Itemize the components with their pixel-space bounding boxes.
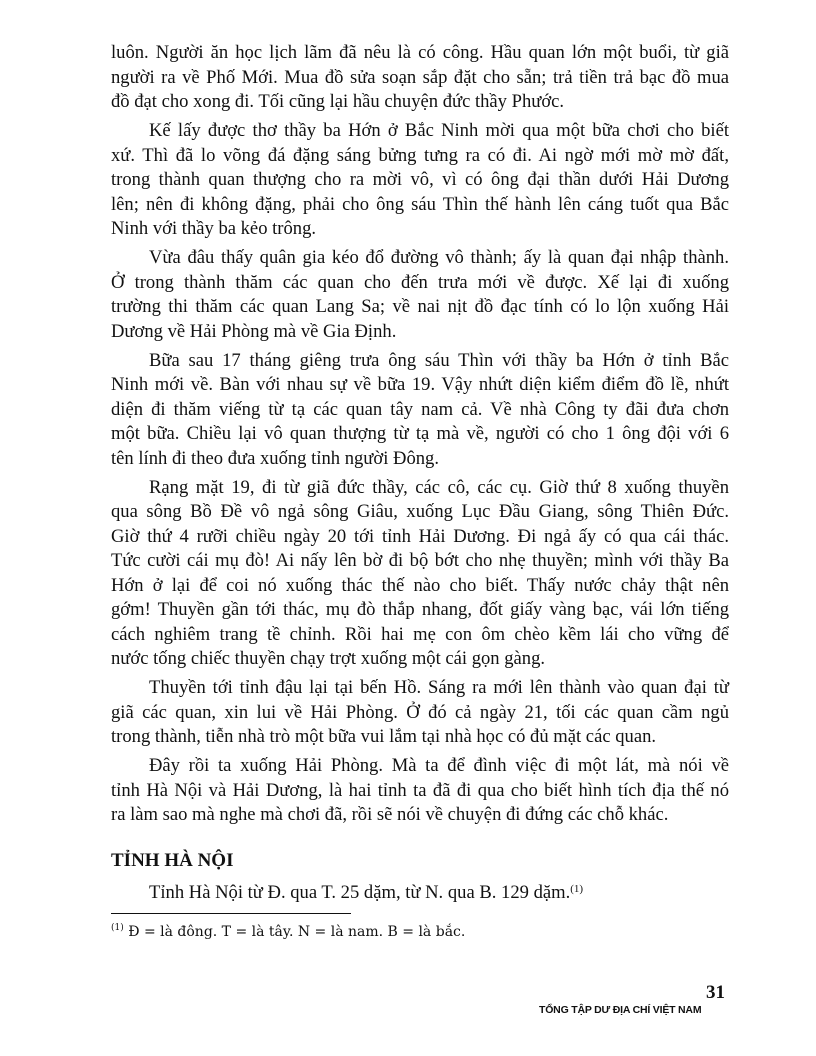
text-line: giã các quan, xin lui về Hải Phòng. Ở đó cả ngày 21, tối các quan cầm ngủ xyxy=(111,701,729,723)
text-line: Rạng mặt 19, đi từ giã đức thầy, các cô, các cụ. Giờ thứ 8 xuống thuyền xyxy=(149,476,729,498)
section-text: Tỉnh Hà Nội từ Đ. qua T. 25 dặm, từ N. qua B. 129 dặm. xyxy=(149,881,571,903)
text-line: ra làm sao mà nghe mà chơi đã, rồi sẽ nói về chuyện đi đứng các chỗ khác. xyxy=(111,804,669,825)
footnote-divider xyxy=(111,913,351,914)
text-line: nước tống chiếc thuyền chạy trợt xuống một cái gọn gàng. xyxy=(111,648,546,669)
running-footer: TỔNG TẬP DƯ ĐỊA CHÍ VIỆT NAM xyxy=(539,1004,702,1016)
text-line: Hớn ở lại để coi nó xuống thác thế nào cho biết. Thấy nước chảy thật nên xyxy=(111,574,729,596)
text-line: xứ. Thì đã lo võng đá đặng sáng bửng tưng ra có đi. Ai ngờ mới mờ mờ đất, xyxy=(111,144,729,166)
text-line: Kế lấy được thơ thầy ba Hớn ở Bắc Ninh mời qua một bữa chơi cho biết xyxy=(149,120,729,141)
paragraph xyxy=(111,41,729,115)
text-line: một bữa. Chiều lại vô quan thượng từ tạ mà về, người có cho 1 ông đội với 6 xyxy=(111,423,729,444)
text-line: trường thi thăm các quan Lang Sa; về nai nịt đồ đạc tính có lo lộn xuống Hải xyxy=(111,296,729,317)
text-line: Ninh mới về. Bàn với nhau sự về bữa 19. Vậy nhứt diện kiểm điểm đồ lề, nhứt xyxy=(111,374,729,395)
footnote-ref: (1) xyxy=(570,882,584,895)
footnote xyxy=(111,924,465,940)
text-line: Ninh với thầy ba kẻo trông. xyxy=(111,218,317,239)
text-line: qua sông Bồ Đề vô ngả sông Giâu, xuống Lục Đầu Giang, sông Thiên Đức. xyxy=(111,501,729,522)
text-line: Dương về Hải Phòng mà về Gia Định. xyxy=(111,320,397,342)
text-line: diện đi thăm viếng từ tạ các quan tây nam cả. Về nhà Công ty đãi đưa chơn xyxy=(111,398,729,420)
text-line: người ra về Phố Mới. Mua đồ sửa soạn sắp đặt cho sẵn; trả tiền trả bạc đồ mua xyxy=(111,66,729,88)
text-line: Đây rồi ta xuống Hải Phòng. Mà ta để đình việc đi một lát, mà nói về xyxy=(149,755,729,776)
text-line: tỉnh Hà Nội và Hải Dương, là hai tỉnh ta đã đi qua cho biết hình tích địa thế nó xyxy=(111,779,729,801)
footnote-marker: (1) xyxy=(111,923,124,933)
text-line: cách nghiêm trang tề chỉnh. Rồi hai mẹ con ôm chèo kềm lái cho vững để xyxy=(111,623,729,645)
text-line: luôn. Người ăn học lịch lãm đã nêu là có công. Hầu quan lớn một buổi, từ giã xyxy=(111,42,729,63)
text-line: lên; nên đi không đặng, phải cho ông sáu Thìn thế hành lên cáng tuốt qua Bắc xyxy=(111,193,729,215)
section-paragraph xyxy=(111,881,729,906)
text-line: trong thành quan thượng cho ra mời vô, vì có ông đại thần dưới Hải Dương xyxy=(111,169,729,190)
text-line: Tức cười cái mụ đò! Ai nấy lên bờ đi bộ bớt cho nhẹ thuyền; mình với thầy Ba xyxy=(111,550,729,571)
text-line: tên lính đi theo đưa xuống tỉnh người Đông. xyxy=(111,447,439,469)
paragraph xyxy=(111,676,729,750)
text-line: Bữa sau 17 tháng giêng trưa ông sáu Thìn với thầy ba Hớn ở tỉnh Bắc xyxy=(149,349,729,371)
text-line: Ở trong thành thăm các quan cho đến trưa mới về được. Xế lại đi xuống xyxy=(111,271,729,293)
text-line: trong thành, tiễn nhà trò một bữa vui lắm tại nhà học có đủ mặt các quan. xyxy=(111,726,657,747)
text-line: gớm! Thuyền gần tới thác, mụ đò thắp nhang, đốt giấy vàng bạc, vái lớn tiếng xyxy=(111,599,729,620)
paragraph xyxy=(111,476,729,672)
page-number: 31 xyxy=(706,982,725,1003)
paragraph xyxy=(111,246,729,344)
page-body xyxy=(111,41,729,910)
paragraph xyxy=(111,754,729,828)
paragraph xyxy=(111,119,729,242)
text-line: đồ đạt cho xong đi. Tối cũng lại hầu chuyện đức thầy Phước. xyxy=(111,91,565,112)
text-line: Giờ thứ 4 rưỡi chiều ngày 20 tới tỉnh Hải Dương. Đi ngả ấy có qua cái thác. xyxy=(111,525,729,547)
section-heading: TỈNH HÀ NỘI xyxy=(111,849,234,871)
text-line: Vừa đâu thấy quân gia kéo đổ đường vô thành; ấy là quan đại nhập thành. xyxy=(149,247,729,268)
paragraph xyxy=(111,349,729,472)
paragraphs xyxy=(111,41,729,828)
footnote-text: Đ = là đông. T = là tây. N = là nam. B = là bắc. xyxy=(128,924,466,940)
text-line: Thuyền tới tỉnh đậu lại tại bến Hồ. Sáng ra mới lên thành vào quan đại từ xyxy=(149,677,729,698)
